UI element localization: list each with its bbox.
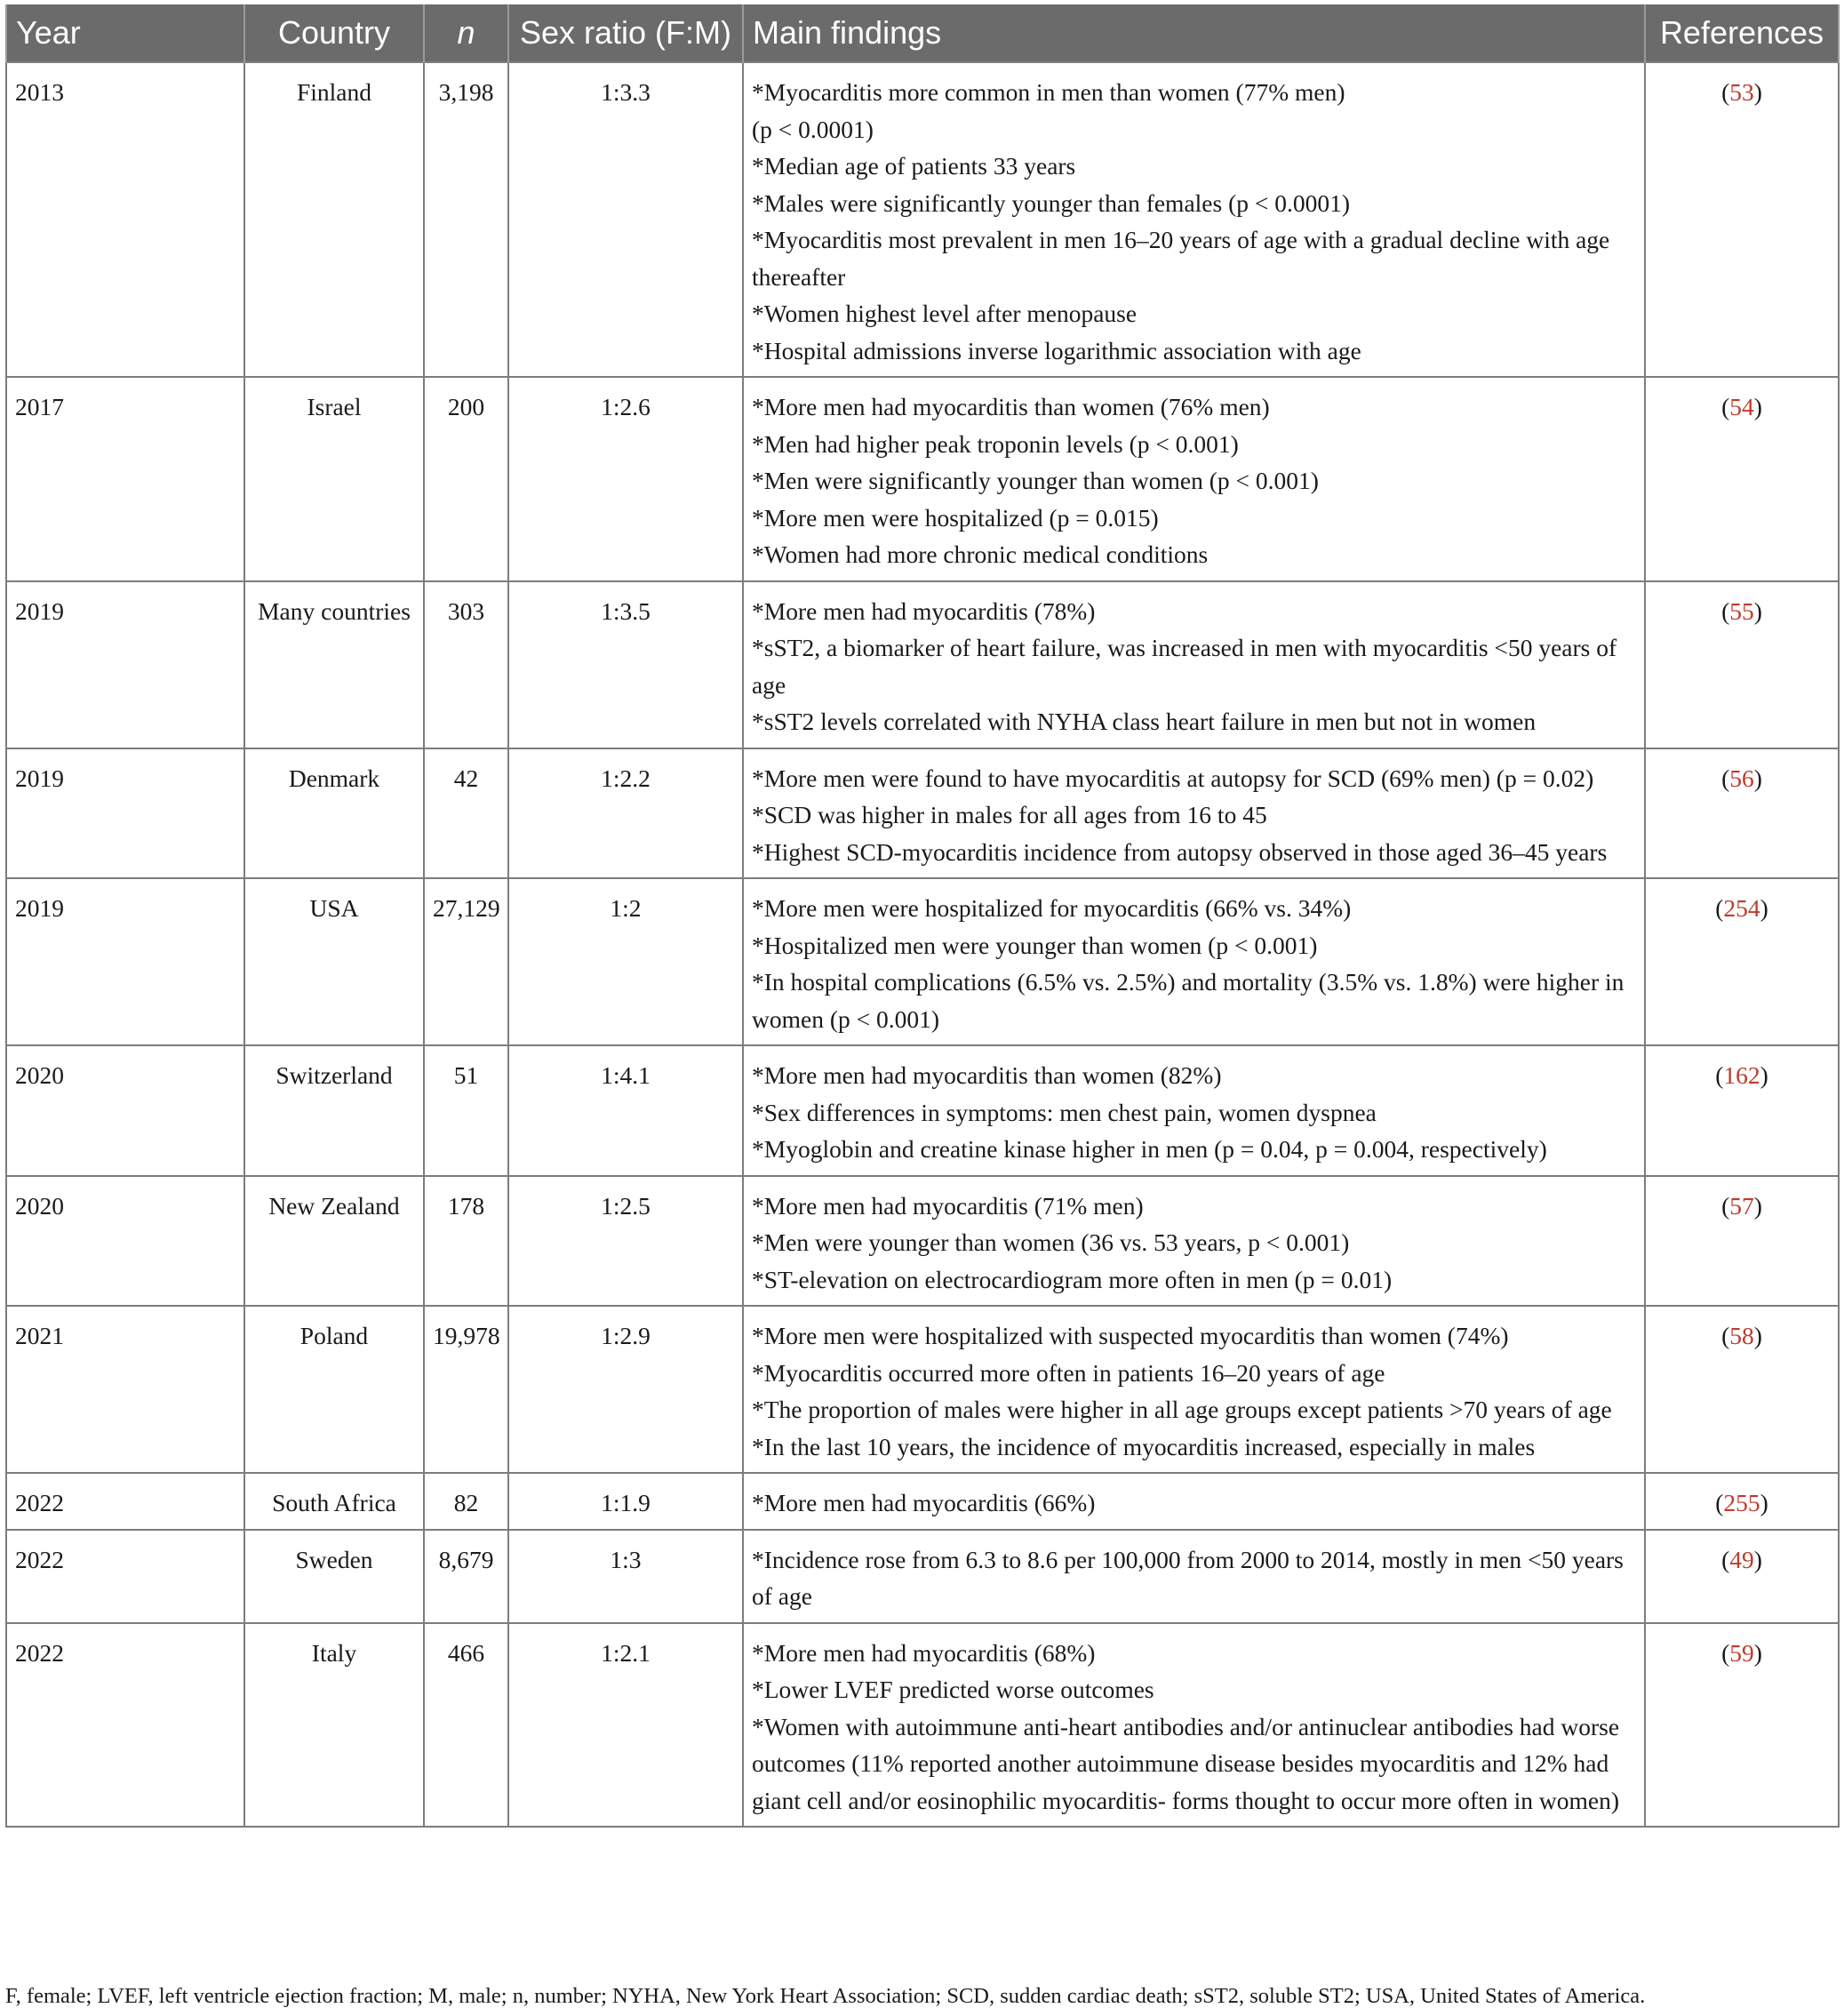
table-body [6,62,1839,1827]
reference-link[interactable]: 56 [1729,764,1754,792]
findings-table [5,4,1840,1828]
cell-sex-ratio: 1:2.5 [508,1176,743,1307]
cell-year: 2022 [6,1530,244,1623]
cell-reference [1645,377,1839,581]
cell-year: 2019 [6,748,244,879]
reference-link[interactable]: 255 [1723,1489,1760,1516]
finding-item: *More men had myocarditis than women (82%) [752,1061,1222,1089]
reference-open-paren: ( [1721,1191,1730,1220]
cell-country: Sweden [244,1530,424,1623]
finding-item: *Hospital admissions inverse logarithmic association with age [752,336,1361,364]
cell-main-findings [743,1623,1645,1828]
finding-item: *Hospitalized men were younger than women (p < 0.001) [752,931,1318,959]
reference-open-paren: ( [1715,1489,1724,1516]
cell-reference [1645,581,1839,748]
cell-sex-ratio: 1:1.9 [508,1473,743,1530]
finding-item: *Highest SCD-myocarditis incidence from autopsy observed in those aged 36–45 years [752,837,1608,866]
cell-year: 2013 [6,62,244,377]
cell-n: 8,679 [424,1530,508,1623]
table-row [6,1045,1839,1176]
finding-item: *In the last 10 years, the incidence of myocarditis increased, especially in males [752,1432,1536,1460]
reference-open-paren: ( [1721,764,1730,792]
cell-main-findings [743,878,1645,1045]
cell-reference [1645,62,1839,377]
finding-item: *More men had myocarditis (68%) [752,1638,1096,1667]
reference-link[interactable]: 254 [1723,894,1760,922]
cell-year: 2022 [6,1473,244,1530]
reference-open-paren: ( [1715,894,1724,922]
cell-n: 19,978 [424,1306,508,1473]
reference-close-paren: ) [1753,1191,1762,1220]
cell-n: 178 [424,1176,508,1307]
cell-sex-ratio: 1:3.5 [508,581,743,748]
cell-year: 2022 [6,1623,244,1828]
cell-main-findings [743,62,1645,377]
cell-country: South Africa [244,1473,424,1530]
cell-reference [1645,1045,1839,1176]
reference-link[interactable]: 54 [1729,393,1754,420]
table-row [6,377,1839,581]
finding-item: *SCD was higher in males for all ages from 16 to 45 [752,801,1267,828]
finding-item: *The proportion of males were higher in all age groups except patients >70 years of age [752,1396,1612,1423]
table-footnote: F, female; LVEF, left ventricle ejection fraction; M, male; n, number; NYHA, New York Heart Association; SCD, sudden cardiac death; sST2, soluble ST2; USA, United States of America. [5,1984,1646,2008]
cell-country: Finland [244,62,424,377]
finding-item: *In hospital complications (6.5% vs. 2.5%) and mortality (3.5% vs. 1.8%) were higher in women (p < 0.001) [752,968,1624,1033]
finding-item: *More men were hospitalized for myocarditis (66% vs. 34%) [752,894,1352,922]
finding-item: *Women had more chronic medical conditions [752,540,1209,568]
finding-item: *More men were hospitalized (p = 0.015) [752,503,1159,532]
cell-country: USA [244,878,424,1045]
finding-item: *Sex differences in symptoms: men chest pain, women dyspnea [752,1098,1377,1126]
table-row [6,748,1839,879]
cell-n: 42 [424,748,508,879]
finding-item: *More men were hospitalized with suspected myocarditis than women (74%) [752,1322,1509,1349]
finding-item: *Women with autoimmune anti-heart antibodies and/or antinuclear antibodies had worse outcomes (11% reported another autoimmune disease besides myocarditis and 12% had giant cell and/or eosinophilic myocarditis- forms thought to occur more often in women) [752,1712,1620,1814]
cell-main-findings [743,748,1645,879]
cell-main-findings [743,1176,1645,1307]
finding-item: *More men had myocarditis (78%) [752,596,1096,625]
cell-country: Poland [244,1306,424,1473]
cell-reference [1645,878,1839,1045]
cell-n: 27,129 [424,878,508,1045]
reference-link[interactable]: 58 [1729,1322,1754,1349]
reference-close-paren: ) [1753,764,1762,792]
reference-close-paren: ) [1753,78,1762,106]
reference-open-paren: ( [1715,1061,1724,1089]
cell-main-findings [743,1530,1645,1623]
header-main-findings: Main findings [743,4,1645,62]
finding-item: *Men were significantly younger than women (p < 0.001) [752,467,1319,494]
cell-year: 2020 [6,1176,244,1307]
cell-year: 2019 [6,878,244,1045]
table-row [6,581,1839,748]
finding-item: (p < 0.0001) [752,115,874,143]
finding-item: *Males were significantly younger than females (p < 0.0001) [752,188,1351,217]
finding-item: *Myocarditis more common in men than women (77% men) [752,78,1345,106]
cell-country: Many countries [244,581,424,748]
cell-n: 51 [424,1045,508,1176]
table-row [6,1176,1839,1307]
finding-item: *Lower LVEF predicted worse outcomes [752,1676,1154,1703]
cell-main-findings [743,581,1645,748]
cell-country: New Zealand [244,1176,424,1307]
table-header-row [6,4,1839,62]
reference-close-paren: ) [1753,1545,1762,1573]
finding-item: *Median age of patients 33 years [752,152,1076,180]
cell-reference [1645,1530,1839,1623]
finding-item: *sST2 levels correlated with NYHA class heart failure in men but not in women [752,708,1537,735]
cell-sex-ratio: 1:4.1 [508,1045,743,1176]
cell-main-findings [743,1473,1645,1530]
table-row [6,878,1839,1045]
reference-open-paren: ( [1721,1638,1730,1667]
reference-close-paren: ) [1753,1638,1762,1667]
table-row [6,1530,1839,1623]
cell-main-findings [743,377,1645,581]
cell-sex-ratio: 1:2.9 [508,1306,743,1473]
cell-reference [1645,1176,1839,1307]
finding-item: *Myocarditis most prevalent in men 16–20 years of age with a gradual decline with age thereafter [752,226,1610,291]
cell-sex-ratio: 1:2 [508,878,743,1045]
finding-item: *Myoglobin and creatine kinase higher in men (p = 0.04, p = 0.004, respectively) [752,1135,1547,1163]
cell-main-findings [743,1045,1645,1176]
table-row [6,1473,1839,1530]
reference-open-paren: ( [1721,596,1730,625]
cell-country: Italy [244,1623,424,1828]
header-year: Year [6,4,244,62]
header-n: n [424,4,508,62]
cell-year: 2019 [6,581,244,748]
cell-sex-ratio: 1:2.2 [508,748,743,879]
table-row [6,62,1839,377]
cell-year: 2020 [6,1045,244,1176]
cell-n: 3,198 [424,62,508,377]
header-sex-ratio: Sex ratio (F:M) [508,4,743,62]
cell-year: 2017 [6,377,244,581]
reference-link[interactable]: 59 [1729,1638,1754,1667]
table-row [6,1623,1839,1828]
finding-item: *More men had myocarditis (66%) [752,1489,1096,1516]
cell-n: 303 [424,581,508,748]
cell-country: Israel [244,377,424,581]
cell-year: 2021 [6,1306,244,1473]
reference-link[interactable]: 57 [1729,1191,1754,1220]
reference-open-paren: ( [1721,1322,1730,1349]
finding-item: *More men had myocarditis than women (76% men) [752,393,1270,420]
finding-item: *More men were found to have myocarditis at autopsy for SCD (69% men) (p = 0.02) [752,764,1594,792]
cell-reference [1645,1473,1839,1530]
header-references: References [1645,4,1839,62]
finding-item: *ST-elevation on electrocardiogram more often in men (p = 0.01) [752,1265,1393,1293]
finding-item: *More men had myocarditis (71% men) [752,1191,1144,1220]
finding-item: *Women highest level after menopause [752,300,1138,327]
table-row [6,1306,1839,1473]
cell-country: Switzerland [244,1045,424,1176]
finding-item: *Incidence rose from 6.3 to 8.6 per 100,000 from 2000 to 2014, mostly in men <50 years of age [752,1545,1624,1610]
cell-main-findings [743,1306,1645,1473]
reference-close-paren: ) [1760,894,1768,922]
cell-sex-ratio: 1:2.1 [508,1623,743,1828]
cell-n: 82 [424,1473,508,1530]
cell-reference [1645,748,1839,879]
cell-country: Denmark [244,748,424,879]
reference-close-paren: ) [1760,1061,1768,1089]
reference-link[interactable]: 162 [1723,1061,1760,1089]
reference-close-paren: ) [1753,596,1762,625]
cell-sex-ratio: 1:2.6 [508,377,743,581]
reference-close-paren: ) [1760,1489,1768,1516]
cell-sex-ratio: 1:3.3 [508,62,743,377]
cell-reference [1645,1306,1839,1473]
finding-item: *sST2, a biomarker of heart failure, was increased in men with myocarditis <50 years of age [752,634,1617,699]
reference-link[interactable]: 49 [1729,1545,1754,1573]
reference-open-paren: ( [1721,393,1730,420]
cell-reference [1645,1623,1839,1828]
reference-open-paren: ( [1721,1545,1730,1573]
finding-item: *Myocarditis occurred more often in patients 16–20 years of age [752,1358,1385,1387]
reference-link[interactable]: 55 [1729,596,1754,625]
reference-link[interactable]: 53 [1729,78,1754,106]
cell-n: 466 [424,1623,508,1828]
cell-sex-ratio: 1:3 [508,1530,743,1623]
finding-item: *Men had higher peak troponin levels (p < 0.001) [752,429,1239,458]
cell-n: 200 [424,377,508,581]
header-country: Country [244,4,424,62]
reference-open-paren: ( [1721,78,1730,106]
finding-item: *Men were younger than women (36 vs. 53 years, p < 0.001) [752,1228,1350,1256]
reference-close-paren: ) [1753,1322,1762,1349]
reference-close-paren: ) [1753,393,1762,420]
